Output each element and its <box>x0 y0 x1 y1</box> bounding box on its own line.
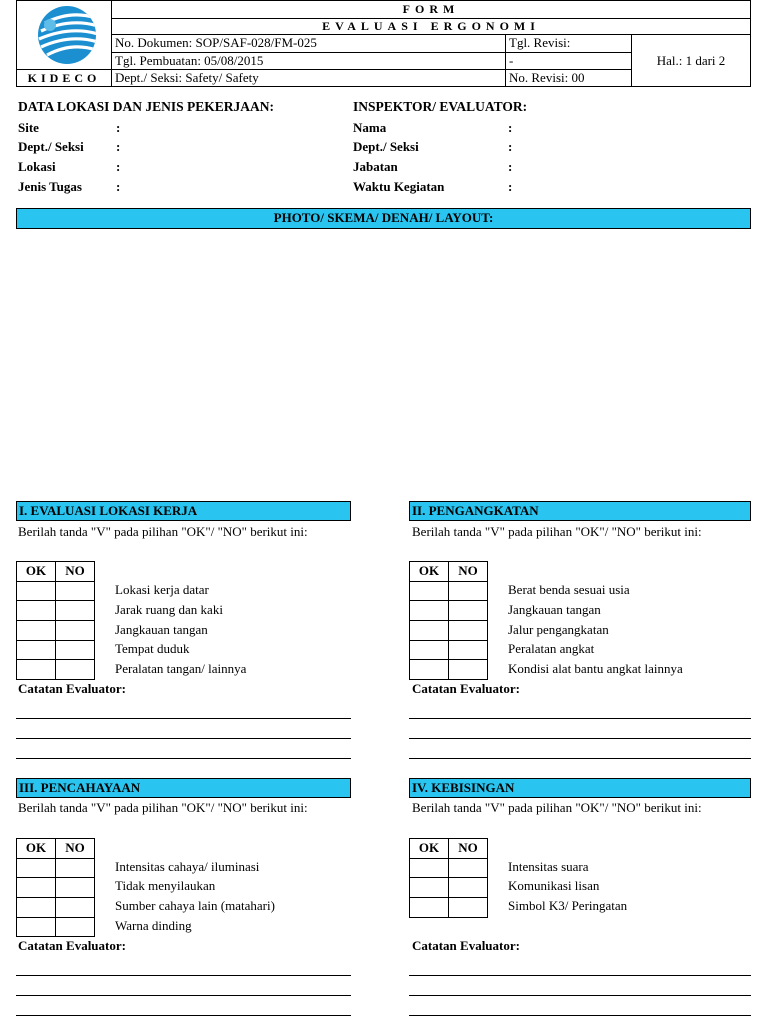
instruction-text: Berilah tanda "V" pada pilihan "OK"/ "NO" berikut ini: <box>18 800 308 815</box>
kideco-logo-icon <box>17 1 112 69</box>
ok-checkbox[interactable] <box>17 601 56 621</box>
ok-checkbox[interactable] <box>410 581 449 601</box>
ok-no-table-pencahayaan <box>16 838 95 937</box>
no-checkbox[interactable] <box>56 898 95 918</box>
ok-checkbox[interactable] <box>410 878 449 898</box>
list-item: Jangkauan tangan <box>508 602 601 617</box>
catatan-evaluator-label: Catatan Evaluator: <box>18 681 126 696</box>
note-line[interactable] <box>16 1015 351 1016</box>
section-title-pengangkatan: II. PENGANGKATAN <box>409 501 751 521</box>
ok-checkbox[interactable] <box>17 917 56 937</box>
ok-checkbox[interactable] <box>17 640 56 660</box>
list-item: Tidak menyilaukan <box>115 878 216 893</box>
section-title-kebisingan: IV. KEBISINGAN <box>409 778 751 798</box>
colon: : <box>508 139 513 154</box>
note-line[interactable] <box>409 975 751 976</box>
list-item: Kondisi alat bantu angkat lainnya <box>508 661 683 676</box>
catatan-evaluator-label: Catatan Evaluator: <box>412 938 520 953</box>
ok-checkbox[interactable] <box>17 878 56 898</box>
no-checkbox[interactable] <box>449 640 488 660</box>
field-site-label: Site <box>18 120 39 135</box>
no-header: NO <box>449 839 488 859</box>
no-checkbox[interactable] <box>56 878 95 898</box>
list-item: Intensitas suara <box>508 859 589 874</box>
colon: : <box>116 139 121 154</box>
list-item: Jangkauan tangan <box>115 622 208 637</box>
department: Dept./ Seksi: Safety/ Safety <box>112 70 506 86</box>
no-header: NO <box>56 839 95 859</box>
document-number: No. Dokumen: SOP/SAF-028/FM-025 <box>112 35 506 53</box>
catatan-evaluator-label: Catatan Evaluator: <box>18 938 126 953</box>
ok-checkbox[interactable] <box>410 601 449 621</box>
ok-checkbox[interactable] <box>410 660 449 680</box>
ok-checkbox[interactable] <box>410 858 449 878</box>
ok-no-table-kebisingan <box>409 838 488 918</box>
ok-header: OK <box>17 839 56 859</box>
instruction-text: Berilah tanda "V" pada pilihan "OK"/ "NO" berikut ini: <box>18 524 308 539</box>
no-checkbox[interactable] <box>56 660 95 680</box>
ok-header: OK <box>410 562 449 582</box>
field-lokasi-label: Lokasi <box>18 159 56 174</box>
instruction-text: Berilah tanda "V" pada pilihan "OK"/ "NO" berikut ini: <box>412 800 702 815</box>
ok-checkbox[interactable] <box>17 858 56 878</box>
ok-header: OK <box>410 839 449 859</box>
colon: : <box>508 179 513 194</box>
company-name: KIDECO <box>17 69 112 86</box>
section-title-lokasi-kerja: I. EVALUASI LOKASI KERJA <box>16 501 351 521</box>
list-item: Warna dinding <box>115 918 192 933</box>
revision-date-value: - <box>506 53 632 70</box>
field-waktu-label: Waktu Kegiatan <box>353 179 445 194</box>
list-item: Simbol K3/ Peringatan <box>508 898 628 913</box>
note-line[interactable] <box>16 995 351 996</box>
no-checkbox[interactable] <box>449 898 488 918</box>
inspektor-heading: INSPEKTOR/ EVALUATOR: <box>353 99 528 114</box>
revision-date-label: Tgl. Revisi: <box>506 35 632 53</box>
photo-layout-bar: PHOTO/ SKEMA/ DENAH/ LAYOUT: <box>16 208 751 229</box>
ok-checkbox[interactable] <box>17 581 56 601</box>
data-lokasi-heading: DATA LOKASI DAN JENIS PEKERJAAN: <box>18 99 275 114</box>
note-line[interactable] <box>409 758 751 759</box>
no-checkbox[interactable] <box>449 601 488 621</box>
no-checkbox[interactable] <box>56 581 95 601</box>
no-checkbox[interactable] <box>449 660 488 680</box>
ok-checkbox[interactable] <box>17 621 56 641</box>
note-line[interactable] <box>409 1015 751 1016</box>
field-dept-label: Dept./ Seksi <box>353 139 419 154</box>
colon: : <box>116 179 121 194</box>
note-line[interactable] <box>16 975 351 976</box>
list-item: Peralatan angkat <box>508 641 595 656</box>
list-item: Komunikasi lisan <box>508 878 600 893</box>
field-jabatan-label: Jabatan <box>353 159 398 174</box>
no-checkbox[interactable] <box>449 878 488 898</box>
creation-date: Tgl. Pembuatan: 05/08/2015 <box>112 53 506 70</box>
note-line[interactable] <box>16 738 351 739</box>
ok-checkbox[interactable] <box>410 621 449 641</box>
list-item: Berat benda sesuai usia <box>508 582 630 597</box>
note-line[interactable] <box>16 718 351 719</box>
section-title-pencahayaan: III. PENCAHAYAAN <box>16 778 351 798</box>
ok-no-table-lokasi-kerja <box>16 561 95 680</box>
page-number: Hal.: 1 dari 2 <box>656 53 726 68</box>
colon: : <box>116 120 121 135</box>
no-header: NO <box>449 562 488 582</box>
instruction-text: Berilah tanda "V" pada pilihan "OK"/ "NO" berikut ini: <box>412 524 702 539</box>
list-item: Tempat duduk <box>115 641 190 656</box>
list-item: Intensitas cahaya/ iluminasi <box>115 859 260 874</box>
ok-checkbox[interactable] <box>17 660 56 680</box>
note-line[interactable] <box>409 718 751 719</box>
no-checkbox[interactable] <box>56 621 95 641</box>
field-nama-label: Nama <box>353 120 387 135</box>
no-checkbox[interactable] <box>449 581 488 601</box>
no-checkbox[interactable] <box>449 621 488 641</box>
form-title: EVALUASI ERGONOMI <box>112 19 750 35</box>
document-header <box>16 0 751 87</box>
logo-cell <box>17 1 112 69</box>
ok-checkbox[interactable] <box>17 898 56 918</box>
note-line[interactable] <box>409 738 751 739</box>
list-item: Jarak ruang dan kaki <box>115 602 223 617</box>
form-label: FORM <box>112 1 750 19</box>
note-line[interactable] <box>16 758 351 759</box>
no-checkbox[interactable] <box>56 917 95 937</box>
list-item: Peralatan tangan/ lainnya <box>115 661 247 676</box>
ok-no-table-pengangkatan <box>409 561 488 680</box>
colon: : <box>508 120 513 135</box>
ok-checkbox[interactable] <box>410 640 449 660</box>
no-header: NO <box>56 562 95 582</box>
list-item: Lokasi kerja datar <box>115 582 209 597</box>
field-jenis-tugas-label: Jenis Tugas <box>18 179 82 194</box>
no-checkbox[interactable] <box>56 640 95 660</box>
list-item: Sumber cahaya lain (matahari) <box>115 898 275 913</box>
colon: : <box>116 159 121 174</box>
no-checkbox[interactable] <box>56 858 95 878</box>
note-line[interactable] <box>409 995 751 996</box>
field-dept-label: Dept./ Seksi <box>18 139 84 154</box>
catatan-evaluator-label: Catatan Evaluator: <box>412 681 520 696</box>
no-checkbox[interactable] <box>449 858 488 878</box>
no-checkbox[interactable] <box>56 601 95 621</box>
list-item: Jalur pengangkatan <box>508 622 609 637</box>
revision-number: No. Revisi: 00 <box>506 70 632 86</box>
ok-header: OK <box>17 562 56 582</box>
colon: : <box>508 159 513 174</box>
ok-checkbox[interactable] <box>410 898 449 918</box>
